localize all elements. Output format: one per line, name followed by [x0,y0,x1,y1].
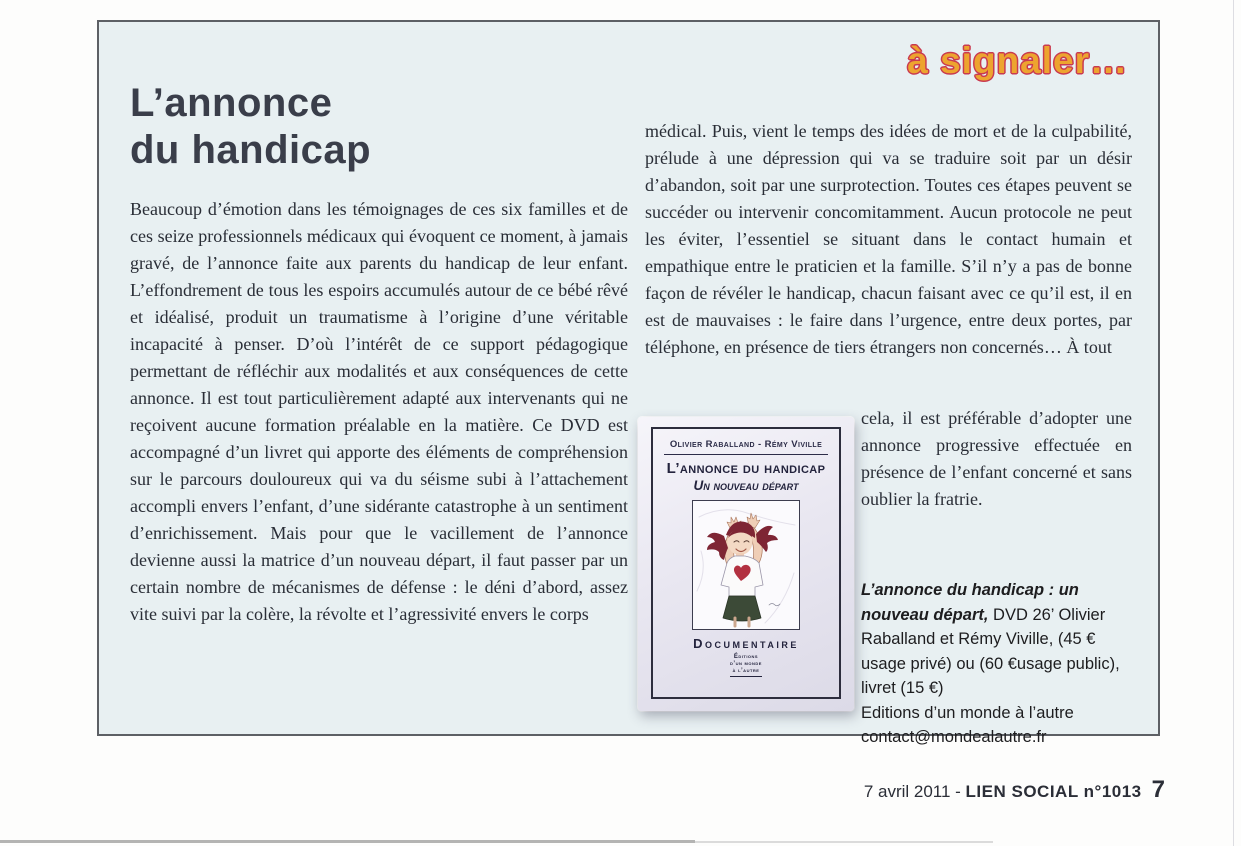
scan-artifact-bottom-right [695,841,993,843]
dvd-caption-title: L’annonce du handicap : un nouveau départ, [861,581,1079,624]
dvd-caption-flow [861,578,1136,701]
footer-page-number: 7 [1151,776,1165,803]
article-column-right-top: médical. Puis, vient le temps des idées de mort et de la culpabilité, prélude à une dépression qui va se traduire soit par un désir d’abandon, soit par une surprotection. Toutes ces étapes peuvent se succéder ou intervenir concomitamment. Aucun protocole ne peut les éviter, l’essentiel se situant dans le contact humain et empathique entre le praticien et la famille. S’il n’y a pas de bonne façon de révéler le handicap, chacun faisant avec ce qu’il est, il en est de mauvaises : le faire dans l’urgence, entre deux portes, par téléphone, en présence de tiers étrangers non concernés… À tout [645,121,1132,357]
scan-artifact-right-edge [1233,0,1234,846]
article-column-left: Beaucoup d’émotion dans les témoignages de ces six familles et de ces seize professionnels médicaux qui évoquent ce moment, à jamais gravé, de l’annonce faite aux parents du handicap de leur enfant. L’effondrement de tous les espoirs accumulés autour de ce bébé rêvé et idéalisé, produit un traumatisme à l’origine d’une véritable incapacité à penser. D’où l’intérêt de ce support pédagogique permettant de réfléchir aux modalités et aux conséquences de cette annonce. Il est tout particulièrement adapté aux intervenants qui ne reçoivent aucune formation préalable en la matière. Ce DVD est accompagné d’un livret qui apporte des éléments de compréhension sur le parcours douloureux qui va du séisme subi à l’attachement accompli envers l’enfant, d’une sidérante catastrophe à un sentiment d’enrichissement. Mais pour que le vacillement de l’annonce devienne aussi la matrice d’un nouveau départ, il faut passer par un certain nombre de mécanismes de défense : le déni d’abord, assez vite suivi par la colère, la révolte et l’agressivité envers le corps [130,199,628,624]
dvd-authors: Olivier Raballand - Rémy Viville [669,439,823,450]
dvd-cover [638,417,854,711]
footer-journal: LIEN SOCIAL n°1013 [965,782,1142,801]
dvd-caption-email: contact@mondealautre.fr [861,728,1047,746]
article-title-line1: L’annonce [130,81,333,125]
dvd-caption-details: DVD 26’ Olivier Raballand et Rémy Viville, (45 € usage privé) ou (60 €usage public), livret (15 €) [861,605,1120,697]
page-footer [600,776,1165,804]
scan-artifact-bottom-left [0,840,695,843]
article-title-line2: du handicap [130,128,372,172]
dvd-caption-publisher: Editions d’un monde à l’autre [861,703,1074,722]
girl-illustration [692,500,800,630]
section-label: à signaler… [907,40,1128,81]
dvd-genre: Documentaire [693,636,799,651]
dvd-publisher-logo [730,654,762,677]
dvd-publisher-line2: d’un monde [730,661,762,667]
dvd-title: L’annonce du handicap [666,460,826,477]
dvd-cover-frame [651,427,841,699]
article-column-right-wrapped: cela, il est préférable d’adopter une annonce progressive effectuée en présence de l’enfant concerné et sans oublier la fratrie. [861,408,1132,509]
article-title [130,80,371,174]
dvd-caption [861,578,1136,750]
dvd-publisher-line1: Éditions [733,654,759,660]
girl-illustration-svg [693,501,799,629]
dvd-publisher-line3: à l’autre [732,668,760,674]
dvd-rule [664,454,828,455]
footer-date: 7 avril 2011 - [863,782,966,801]
dvd-subtitle: Un nouveau départ [693,478,799,493]
